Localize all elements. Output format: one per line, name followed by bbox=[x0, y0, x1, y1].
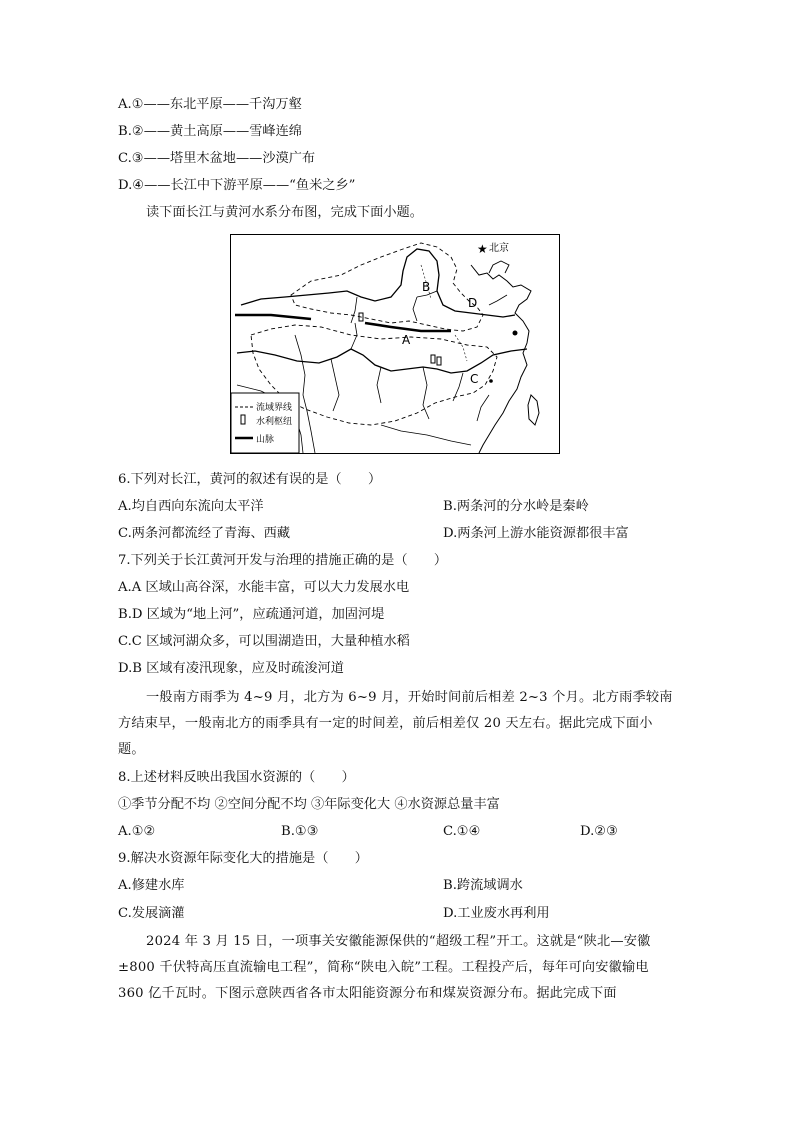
q8-option-a: A.①② bbox=[118, 824, 156, 839]
q6-option-c: C.两条河都流经了青海、西藏 bbox=[118, 526, 291, 541]
coastal-dot bbox=[489, 379, 493, 383]
q9-option-c: C.发展滴灌 bbox=[118, 906, 185, 921]
q7-option-c: C.C 区域河湖众多，可以围湖造田，大量种植水稻 bbox=[118, 634, 410, 649]
q9-option-a: A.修建水库 bbox=[118, 878, 185, 893]
city-beijing-label: 北京 bbox=[489, 243, 509, 254]
yangtze-yellow-river-map bbox=[230, 234, 560, 454]
q7-option-b: B.D 区域为“地上河”，应疏通河道，加固河堤 bbox=[118, 607, 385, 622]
river-system-map-svg bbox=[231, 235, 559, 453]
q5-option-b: B.②——黄土高原——雪峰连绵 bbox=[118, 124, 302, 139]
q6-stem: 6.下列对长江，黄河的叙述有误的是（ ） bbox=[118, 472, 382, 487]
hydro-marker-2 bbox=[437, 357, 441, 365]
q8-option-b: B.①③ bbox=[281, 824, 319, 839]
hydro-marker-1 bbox=[431, 355, 435, 363]
q5-option-d: D.④——长江中下游平原——“鱼米之乡” bbox=[118, 178, 356, 193]
q6-option-b: B.两条河的分水岭是秦岭 bbox=[443, 499, 589, 514]
legend-hydro-label: 水利枢纽 bbox=[256, 417, 293, 427]
q6-option-a: A.均自西向东流向太平洋 bbox=[118, 499, 264, 514]
q9-stem: 9.解决水资源年际变化大的措施是（ ） bbox=[118, 851, 368, 866]
power-transmission-passage: 2024 年 3 月 15 日，一项事关安徽能源保供的“超级工程”开工。这就是“陕北—安徽±800 千伏特高压直流输电工程”，简称“陕电入皖”工程。工程投产后，每年可向安徽输电 360 亿千瓦时。下图示意陕西省各市太阳能资源分布和煤炭资源分布。据此完成下面 bbox=[118, 934, 651, 1001]
q9-option-d: D.工业废水再利用 bbox=[443, 906, 550, 921]
q6-option-d: D.两条河上游水能资源都很丰富 bbox=[443, 526, 629, 541]
q8-items: ①季节分配不均 ②空间分配不均 ③年际变化大 ④水资源总量丰富 bbox=[118, 797, 500, 812]
legend-mountain-label: 山脉 bbox=[256, 435, 275, 445]
map-label-c: C bbox=[470, 372, 479, 386]
q8-option-c: C.①④ bbox=[443, 824, 481, 839]
map-label-a: A bbox=[402, 333, 411, 347]
q7-stem: 7.下列关于长江黄河开发与治理的措施正确的是（ ） bbox=[118, 553, 448, 568]
yangtze-estuary-dot bbox=[513, 331, 518, 336]
rainy-season-passage: 一般南方雨季为 4~9 月，北方为 6~9 月，开始时间前后相差 2~3 个月。北方雨季较南方结束早，一般南北方的雨季具有一定的时间差，前后相差仅 20 天左右。据此完成下面小题。 bbox=[118, 690, 673, 757]
map-label-b: B bbox=[422, 280, 431, 294]
beijing-star-icon: ★ bbox=[477, 242, 488, 256]
q7-option-a: A.A 区域山高谷深，水能丰富，可以大力发展水电 bbox=[118, 580, 410, 595]
q5-option-c: C.③——塔里木盆地——沙漠广布 bbox=[118, 151, 316, 166]
legend-boundary-label: 流域界线 bbox=[256, 403, 293, 413]
map-label-d: D bbox=[468, 296, 478, 310]
q8-stem: 8.上述材料反映出我国水资源的（ ） bbox=[118, 770, 355, 785]
map-intro: 读下面长江与黄河水系分布图，完成下面小题。 bbox=[146, 205, 423, 220]
q7-option-d: D.B 区域有凌汛现象，应及时疏浚河道 bbox=[118, 661, 344, 676]
q9-option-b: B.跨流域调水 bbox=[443, 878, 523, 893]
q8-option-d: D.②③ bbox=[580, 824, 618, 839]
q5-option-a: A.①——东北平原——千沟万壑 bbox=[118, 97, 302, 112]
